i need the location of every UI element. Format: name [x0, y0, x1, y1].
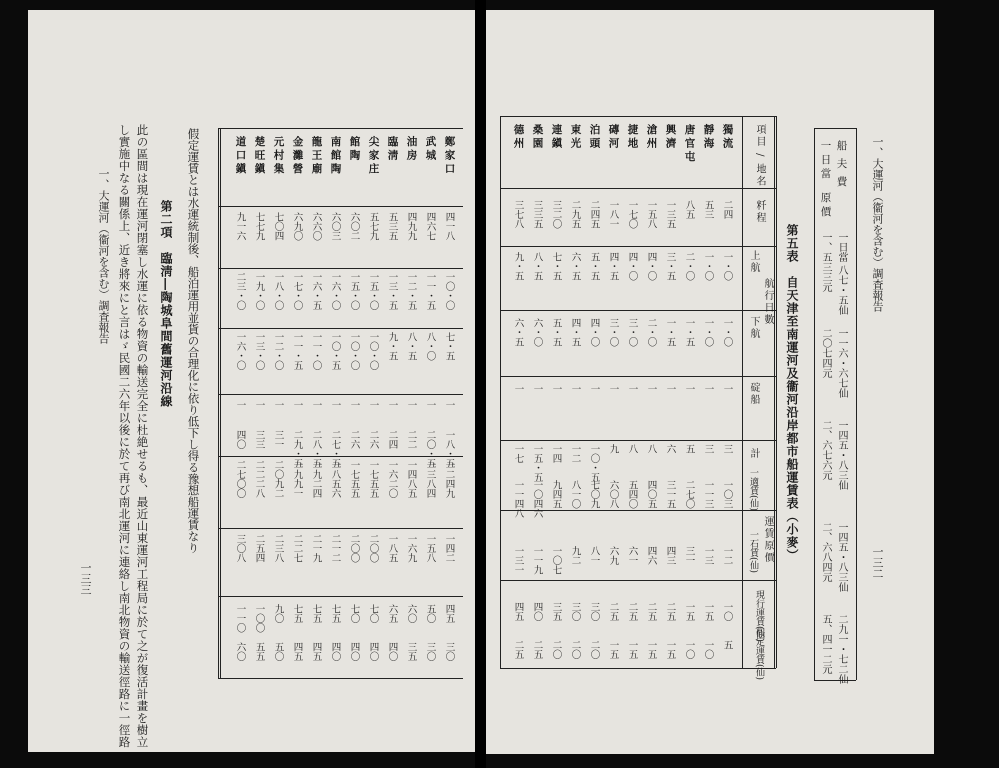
right-row-10-place: 桑園: [531, 124, 544, 151]
right-row-6-down: 三・〇: [607, 318, 619, 347]
hdr-down: 下航: [748, 316, 759, 340]
right-row-0-up: 一・〇: [721, 252, 733, 281]
right-row-2-moor: 一: [683, 384, 695, 394]
left-row-0-place: 鄭家口: [443, 136, 456, 177]
right-row-11-down: 六・五: [512, 318, 524, 347]
right-row-7-stone: 八一: [588, 546, 600, 565]
left-row-0-down: 七・五: [443, 332, 455, 361]
left-row-5-asm: 四〇: [348, 642, 360, 661]
right-row-11-stone: 一三一: [512, 546, 524, 575]
left-row-7-total: 二八・五: [310, 430, 322, 468]
right-row-10-tip: 一〇四六: [531, 480, 543, 518]
left-row-8-asm: 四五: [291, 642, 303, 661]
section-title: 第二項 臨淸―陶城阜間舊運河沿線: [159, 200, 173, 408]
hdr-place: 項目 / 地名: [754, 124, 765, 188]
right-row-6-up: 四・五: [607, 252, 619, 281]
right-row-6-moor: 一: [607, 384, 619, 394]
right-row-10-cur: 四〇: [531, 602, 543, 621]
left-row-8-tip: 一九九一: [291, 460, 303, 498]
right-row-11-up: 九・五: [512, 252, 524, 281]
left-row-5-tip: 一七五五: [348, 460, 360, 498]
right-row-5-up: 四・〇: [626, 252, 638, 281]
right-row-5-asm: 一五: [626, 640, 638, 659]
left-row-6-place: 南館陶: [329, 136, 342, 177]
summary-c1-b: 一、五三三元: [820, 232, 831, 292]
left-row-7-cur: 七五: [310, 604, 322, 623]
right-row-0-total: 三: [721, 444, 733, 454]
left-row-11-cur: 一一〇: [234, 604, 246, 633]
left-row-9-dist: 七〇四: [272, 212, 284, 241]
summary-c4-b: 二、六八四元: [820, 522, 831, 582]
left-row-3-up: 一三・五: [386, 272, 398, 310]
left-row-10-dist: 七七九: [253, 212, 265, 241]
left-row-2-stone: 一六九: [405, 534, 417, 563]
right-row-9-cur: 三五: [550, 602, 562, 621]
right-row-4-place: 滄州: [645, 124, 658, 151]
right-row-1-total: 三: [702, 444, 714, 454]
right-row-9-moor: 一: [550, 384, 562, 394]
left-row-7-down: 一一・〇: [310, 332, 322, 370]
left-row-4-down: 一〇・〇: [367, 332, 379, 370]
left-row-7-dist: 六六〇: [310, 212, 322, 241]
summary-c2-b: 二〇七四元: [820, 328, 831, 378]
left-row-10-stone: 二五四: [253, 534, 265, 563]
hdr-per-tip: 一適賃(仙): [748, 468, 758, 512]
left-row-4-dist: 五七九: [367, 212, 379, 241]
right-row-3-tip: 三一五: [664, 480, 676, 509]
left-row-11-dist: 九一六: [234, 212, 246, 241]
running-header: 一、大運河（衞河を含む）調査報告: [97, 168, 110, 344]
left-row-0-up: 一〇・〇: [443, 272, 455, 310]
left-row-8-down: 一一・五: [291, 332, 303, 370]
left-row-8-dist: 六九〇: [291, 212, 303, 241]
summary-c5-a: 二九一・七二仙: [836, 614, 847, 684]
left-row-2-asm: 三五: [405, 642, 417, 661]
left-row-5-up: 一五・〇: [348, 272, 360, 310]
left-row-1-moor: 一: [424, 400, 436, 410]
left-row-9-up: 一八・〇: [272, 272, 284, 310]
right-row-4-total: 八: [645, 444, 657, 454]
right-row-9-asm: 二〇: [550, 640, 562, 659]
right-row-10-down: 六・〇: [531, 318, 543, 347]
right-row-2-up: 二・〇: [683, 252, 695, 281]
right-row-5-moor: 一: [626, 384, 638, 394]
left-row-10-up: 一九・〇: [253, 272, 265, 310]
right-row-3-dist: 一三五: [664, 200, 676, 229]
page-number: 一三二: [871, 546, 884, 579]
summary-label-2: 一 日 當: [819, 140, 832, 179]
right-row-1-asm: 一〇: [702, 640, 714, 659]
right-row-6-place: 磚河: [607, 124, 620, 151]
left-row-2-total: 二二: [405, 430, 417, 449]
right-row-5-tip: 五四〇: [626, 480, 638, 509]
right-row-1-down: 一・〇: [702, 318, 714, 347]
left-row-7-up: 一六・五: [310, 272, 322, 310]
left-row-10-moor: 一: [253, 400, 265, 410]
right-row-4-asm: 一五: [645, 640, 657, 659]
left-row-10-place: 楚旺鎭: [253, 136, 266, 177]
right-row-9-down: 五・五: [550, 318, 562, 347]
left-row-1-asm: 三〇: [424, 642, 436, 661]
right-row-7-down: 四・〇: [588, 318, 600, 347]
running-header: 一、大運河（衞河を含む）調査報告: [871, 136, 884, 312]
summary-c3-a: 一四五・八三仙: [836, 420, 847, 490]
right-row-0-dist: 二四: [721, 200, 733, 219]
left-row-3-asm: 四〇: [386, 642, 398, 661]
left-row-10-tip: 二二二八: [253, 460, 265, 498]
left-row-9-stone: 二三八: [272, 534, 284, 563]
right-row-2-cur: 一五: [683, 602, 695, 621]
left-row-7-moor: 一: [310, 400, 322, 410]
left-row-11-stone: 三〇八: [234, 534, 246, 563]
left-row-5-stone: 二〇〇: [348, 534, 360, 563]
left-row-7-stone: 二一九: [310, 534, 322, 563]
right-row-8-place: 東光: [569, 124, 582, 151]
right-row-0-moor: 一: [721, 384, 733, 394]
left-row-1-cur: 五〇: [424, 604, 436, 623]
right-row-4-down: 二・〇: [645, 318, 657, 347]
right-row-3-up: 三・五: [664, 252, 676, 281]
right-row-6-cur: 二五: [607, 602, 619, 621]
left-row-10-asm: 五五: [253, 642, 265, 661]
left-row-2-down: 八・五: [405, 332, 417, 361]
right-row-11-total: 一七: [512, 444, 524, 463]
hdr-moor: 碇船: [748, 382, 759, 406]
left-row-6-total: 二七・五: [329, 430, 341, 468]
right-row-11-asm: 二五: [512, 640, 524, 659]
summary-c2-a: 一一六・六七仙: [836, 328, 847, 398]
right-row-5-total: 八: [626, 444, 638, 454]
left-row-5-moor: 一: [348, 400, 360, 410]
summary-label-3: 原 價: [819, 192, 832, 217]
right-row-8-up: 六・五: [569, 252, 581, 281]
table-note: 假定運賃とは水運統制後、船泊運用並貨の合理化に依り低下し得る豫想船運賃なり: [186, 128, 201, 554]
right-row-1-tip: 一一三: [702, 480, 714, 509]
right-row-11-tip: 一一四八: [512, 480, 524, 518]
left-row-7-asm: 四五: [310, 642, 322, 661]
right-row-10-up: 八・五: [531, 252, 543, 281]
right-row-4-up: 四・〇: [645, 252, 657, 281]
hdr-per-stone: 一石賃(仙): [748, 530, 758, 574]
left-row-4-place: 尖家庄: [367, 136, 380, 177]
right-row-3-down: 一・五: [664, 318, 676, 347]
left-row-6-tip: 一八五六: [329, 460, 341, 498]
right-row-0-tip: 一〇三: [721, 480, 733, 509]
right-row-11-cur: 四五: [512, 602, 524, 621]
left-row-3-dist: 五三五: [386, 212, 398, 241]
right-row-5-down: 三・〇: [626, 318, 638, 347]
right-row-5-cur: 二五: [626, 602, 638, 621]
right-row-0-place: 獨流: [721, 124, 734, 151]
right-row-8-down: 四・五: [569, 318, 581, 347]
left-row-9-total: 三一: [272, 430, 284, 449]
left-row-9-cur: 九〇: [272, 604, 284, 623]
left-row-7-tip: 一九二四: [310, 460, 322, 498]
right-row-0-stone: 一二: [721, 546, 733, 565]
left-row-8-place: 金灘營: [291, 136, 304, 177]
right-row-1-up: 一・〇: [702, 252, 714, 281]
hdr-distance: 粁程: [754, 200, 765, 224]
left-row-6-stone: 二一二: [329, 534, 341, 563]
left-row-5-dist: 六〇二: [348, 212, 360, 241]
right-row-6-asm: 一五: [607, 640, 619, 659]
right-row-1-place: 靜海: [702, 124, 715, 151]
right-row-7-up: 五・五: [588, 252, 600, 281]
hdr-assumed: 假定運賃(仙): [754, 628, 764, 681]
summary-c1-a: 一日當 八七・五仙: [836, 232, 847, 316]
right-row-4-cur: 二五: [645, 602, 657, 621]
book-gutter: [475, 0, 486, 768]
left-row-4-asm: 四〇: [367, 642, 379, 661]
left-row-4-tip: 一七五五: [367, 460, 379, 498]
left-row-8-up: 一七・〇: [291, 272, 303, 310]
left-row-11-place: 道口鎭: [234, 136, 247, 177]
right-row-7-cur: 三〇: [588, 602, 600, 621]
left-row-1-stone: 一五八: [424, 534, 436, 563]
right-row-10-total: 一五・五: [531, 444, 543, 482]
left-row-9-asm: 五〇: [272, 642, 284, 661]
right-row-2-place: 唐官屯: [683, 124, 696, 165]
left-row-6-moor: 一: [329, 400, 341, 410]
right-row-9-total: 一四: [550, 444, 562, 463]
left-row-2-cur: 六〇: [405, 604, 417, 623]
left-row-1-place: 武城: [424, 136, 437, 163]
left-row-3-tip: 一六二〇: [386, 460, 398, 498]
left-row-9-moor: 一: [272, 400, 284, 410]
left-row-9-tip: 二〇九二: [272, 460, 284, 498]
right-row-6-total: 九: [607, 444, 619, 454]
left-row-9-place: 元村集: [272, 136, 285, 177]
right-row-7-dist: 二四五: [588, 200, 600, 229]
left-row-1-up: 一一・五: [424, 272, 436, 310]
right-row-11-place: 德州: [512, 124, 525, 151]
right-row-7-place: 泊頭: [588, 124, 601, 151]
right-row-2-tip: 二七〇: [683, 480, 695, 509]
right-row-9-stone: 一〇七: [550, 546, 562, 575]
right-row-9-tip: 九四五: [550, 480, 562, 509]
right-row-10-moor: 一: [531, 384, 543, 394]
right-row-8-moor: 一: [569, 384, 581, 394]
right-row-4-tip: 四〇五: [645, 480, 657, 509]
right-row-8-dist: 二九五: [569, 200, 581, 229]
left-row-0-total: 一八・五: [443, 430, 455, 468]
right-row-7-tip: 七〇九: [588, 480, 600, 509]
left-row-1-tip: 一三八四: [424, 460, 436, 498]
right-row-4-moor: 一: [645, 384, 657, 394]
left-row-0-cur: 四五: [443, 604, 455, 623]
left-row-4-stone: 二〇〇: [367, 534, 379, 563]
left-row-9-down: 一二・〇: [272, 332, 284, 370]
right-row-7-total: 一〇・五: [588, 444, 600, 482]
right-row-2-down: 一・五: [683, 318, 695, 347]
left-row-4-total: 二六: [367, 430, 379, 449]
left-row-2-moor: 一: [405, 400, 417, 410]
right-row-4-dist: 一五八: [645, 200, 657, 229]
left-row-11-tip: 二七〇〇: [234, 460, 246, 498]
right-row-0-cur: 一〇: [721, 602, 733, 621]
right-row-1-stone: 一三: [702, 546, 714, 565]
right-row-3-total: 六: [664, 444, 676, 454]
left-row-2-dist: 四九九: [405, 212, 417, 241]
right-row-0-asm: 五: [721, 640, 733, 650]
right-row-10-dist: 三三五: [531, 200, 543, 229]
right-row-7-moor: 一: [588, 384, 600, 394]
left-page: [28, 10, 475, 752]
left-row-10-total: 三三: [253, 430, 265, 449]
left-row-0-tip: 一二四九: [443, 460, 455, 498]
left-row-3-stone: 一八五: [386, 534, 398, 563]
left-row-8-cur: 七五: [291, 604, 303, 623]
left-row-0-dist: 四一八: [443, 212, 455, 241]
right-row-8-asm: 二〇: [569, 640, 581, 659]
hdr-cost: 運賃原價: [762, 516, 773, 564]
left-row-6-down: 一〇・五: [329, 332, 341, 370]
right-row-1-cur: 一五: [702, 602, 714, 621]
left-row-4-moor: 一: [367, 400, 379, 410]
right-row-5-stone: 六一: [626, 546, 638, 565]
left-row-2-place: 油房: [405, 136, 418, 163]
right-row-8-stone: 九二: [569, 546, 581, 565]
right-row-10-stone: 一一九: [531, 546, 543, 575]
left-row-6-cur: 七五: [329, 604, 341, 623]
hdr-up: 上航: [748, 250, 759, 274]
left-row-7-place: 龍王廟: [310, 136, 323, 177]
right-row-2-asm: 一〇: [683, 640, 695, 659]
left-row-11-total: 四〇: [234, 430, 246, 449]
right-page: [486, 10, 934, 754]
table-title: 第五表 自天津至南運河及衞河沿岸都市船運賃表（小麥）: [785, 224, 799, 562]
right-row-9-place: 連鎭: [550, 124, 563, 151]
left-row-8-stone: 二二七: [291, 534, 303, 563]
right-row-2-dist: 八五: [683, 200, 695, 219]
right-row-3-cur: 二五: [664, 602, 676, 621]
left-row-10-down: 一三・〇: [253, 332, 265, 370]
left-row-11-asm: 六〇: [234, 642, 246, 661]
left-row-5-place: 館陶: [348, 136, 361, 163]
right-row-1-moor: 一: [702, 384, 714, 394]
right-row-2-stone: 三一: [683, 546, 695, 565]
left-row-0-moor: 一: [443, 400, 455, 410]
left-row-8-total: 二九・五: [291, 430, 303, 468]
left-row-2-up: 一二・五: [405, 272, 417, 310]
left-row-8-moor: 一: [291, 400, 303, 410]
left-row-5-total: 二六: [348, 430, 360, 449]
right-row-6-stone: 六九: [607, 546, 619, 565]
right-row-5-dist: 一七〇: [626, 200, 638, 229]
left-row-4-cur: 七〇: [367, 604, 379, 623]
right-row-5-place: 捷地: [626, 124, 639, 151]
left-row-6-asm: 四〇: [329, 642, 341, 661]
summary-c3-b: 二、六七六元: [820, 420, 831, 480]
right-row-1-dist: 五三: [702, 200, 714, 219]
right-row-6-tip: 六〇八: [607, 480, 619, 509]
right-row-11-dist: 三七八: [512, 200, 524, 229]
left-row-6-dist: 六〇三: [329, 212, 341, 241]
left-row-11-moor: 一: [234, 400, 246, 410]
left-row-2-tip: 一四八五: [405, 460, 417, 498]
left-row-3-down: 九・五: [386, 332, 398, 361]
left-row-6-up: 一六・〇: [329, 272, 341, 310]
summary-c5-b: 五、四一二元: [820, 614, 831, 674]
left-row-1-total: 二〇・五: [424, 430, 436, 468]
left-row-3-cur: 六五: [386, 604, 398, 623]
left-row-3-total: 二四: [386, 430, 398, 449]
right-row-4-stone: 四六: [645, 546, 657, 565]
right-row-8-total: 一二: [569, 444, 581, 463]
right-row-11-moor: 一: [512, 384, 524, 394]
right-row-3-stone: 四三: [664, 546, 676, 565]
right-row-0-down: 一・〇: [721, 318, 733, 347]
hdr-current: 現行運賃(仙): [754, 590, 764, 643]
left-row-0-asm: 三〇: [443, 642, 455, 661]
page-number: 一三三: [79, 562, 92, 595]
left-row-3-moor: 一: [386, 400, 398, 410]
right-row-3-moor: 一: [664, 384, 676, 394]
right-row-9-dist: 三二〇: [550, 200, 562, 229]
hdr-total: 計: [748, 448, 759, 460]
left-row-4-up: 一五・〇: [367, 272, 379, 310]
right-row-8-cur: 三〇: [569, 602, 581, 621]
summary-c4-a: 一四五・八三仙: [836, 522, 847, 592]
left-row-5-cur: 七〇: [348, 604, 360, 623]
right-row-3-asm: 一五: [664, 640, 676, 659]
right-row-3-place: 興濟: [664, 124, 677, 151]
left-row-5-down: 一〇・〇: [348, 332, 360, 370]
right-row-9-up: 七・五: [550, 252, 562, 281]
body-line-1: 此の區間は現在運河閉塞し水運に依る物資の輸送完全に杜絶せるも、最近山東運河工程局に於て之が復活計畫を樹立: [135, 124, 150, 748]
right-row-2-total: 五: [683, 444, 695, 454]
body-line-2: し實施中なる關係上、近き將來にと言はゞ民國二六年以後に於て再び南北運河に連絡し南北物資の輸送徑路に一徑路: [117, 124, 132, 748]
right-row-6-dist: 一八一: [607, 200, 619, 229]
left-row-0-stone: 一四二: [443, 534, 455, 563]
summary-label-1: 船 夫 費: [835, 140, 848, 189]
hdr-voyage: 航行日數: [762, 278, 773, 326]
left-row-10-cur: 一〇〇: [253, 604, 265, 633]
right-row-8-tip: 八一〇: [569, 480, 581, 509]
left-row-1-down: 八・〇: [424, 332, 436, 361]
left-row-11-up: 二三・〇: [234, 272, 246, 310]
left-row-1-dist: 四六七: [424, 212, 436, 241]
right-row-10-asm: 二五: [531, 640, 543, 659]
left-row-11-down: 一六・〇: [234, 332, 246, 370]
left-row-3-place: 臨淸: [386, 136, 399, 163]
right-row-7-asm: 二〇: [588, 640, 600, 659]
